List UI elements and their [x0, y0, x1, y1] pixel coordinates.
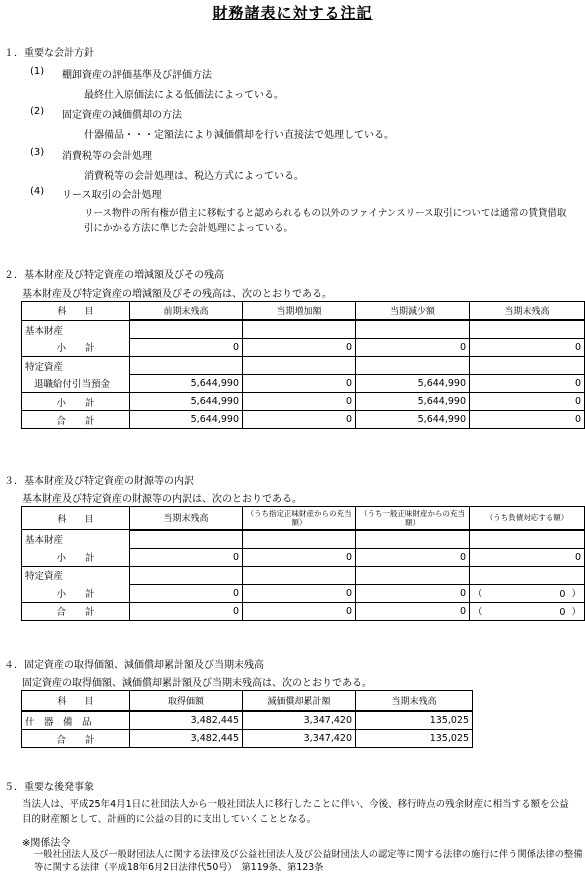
item-3-num: (3) [30, 147, 45, 158]
row-label: 特定資産 [22, 357, 130, 375]
cell-value: 5,644,990 [130, 411, 243, 429]
table-row [22, 602, 585, 620]
col-header: 当期末残高 [130, 507, 243, 530]
table-row [22, 530, 585, 549]
table-row [22, 357, 585, 375]
col-header: 科 目 [22, 691, 130, 712]
col-header: 科 目 [22, 507, 130, 530]
table-row [22, 393, 585, 411]
cell-value: 3,347,420 [243, 711, 356, 730]
cell-value: 0 [130, 548, 243, 566]
section-5-heading: ５．重要な後発事象 [4, 782, 94, 793]
cell-value: 3,482,445 [130, 730, 243, 748]
col-header: 当期末残高 [356, 691, 473, 712]
table-header-row [22, 507, 585, 530]
col-header: 当期末残高 [470, 302, 585, 321]
cell-value: 0 [470, 393, 585, 411]
cell-value: 5,644,990 [130, 393, 243, 411]
row-label: 什 器 備 品 [22, 711, 130, 730]
row-label: 合 計 [22, 411, 130, 429]
row-label: 基本財産 [22, 530, 130, 549]
law-body: 一般社団法人及び一般財団法人に関する法律及び公益社団法人及び公益財団法人の認定等に関する法律の施行に伴う関係法律の整備等に関する法律（平成18年6月2日法律代50号） 第119条、第123条 [34, 849, 583, 873]
cell-value: 0 [243, 375, 356, 393]
table-3 [21, 506, 585, 621]
table-2 [21, 301, 585, 429]
cell-value: 5,644,990 [356, 375, 470, 393]
col-header: 前期末残高 [130, 302, 243, 321]
close-paren: ） [571, 589, 581, 600]
cell-value: 3,347,420 [243, 730, 356, 748]
table-row [22, 566, 585, 584]
open-paren: （ [473, 607, 483, 618]
row-label: 合 計 [22, 730, 130, 748]
table-header-row [22, 691, 473, 712]
item-3-body: 消費税等の会計処理は、税込方式によっている。 [84, 171, 304, 182]
cell-value [470, 584, 585, 602]
table-row [22, 320, 585, 339]
col-header: 当期増加額 [243, 302, 356, 321]
col-header: （うち負債対応する額） [470, 507, 585, 530]
row-label: 小 計 [22, 393, 130, 411]
cell-value: 0 [470, 548, 585, 566]
col-header: （うち指定正味財産からの充当額） [243, 507, 356, 530]
cell-value: 0 [356, 339, 470, 357]
table-row [22, 711, 473, 730]
table-row [22, 584, 585, 602]
item-2-body: 什器備品・・・定額法により減価償却を行い直接法で処理している。 [84, 130, 394, 141]
section-4-intro: 固定資産の取得価額、減価償却累計額及び当期末残高は、次のとおりである。 [22, 678, 372, 689]
cell-value: 0 [130, 339, 243, 357]
section-3-heading: ３．基本財産及び特定資産の財源等の内訳 [4, 476, 194, 487]
row-label: 小 計 [22, 548, 130, 566]
cell-value: 135,025 [356, 711, 473, 730]
cell-value [470, 602, 585, 620]
cell-value: 0 [243, 393, 356, 411]
law-heading: ※関係法令 [22, 838, 71, 849]
cell-value: 0 [130, 584, 243, 602]
cell-value: 0 [243, 602, 356, 620]
cell-value: 5,644,990 [130, 375, 243, 393]
item-3-head: 消費税等の会計処理 [62, 151, 152, 162]
section-5-body: 当法人は、平成25年4月1日に社団法人から一般社団法人に移行したことに伴い、今後、移行時点の残余財産に相当する額を公益目的財産額として、計画的に公益の目的に支出していくこととなる。 [22, 799, 569, 825]
col-header: 取得価額 [130, 691, 243, 712]
cell-value: 0 [559, 589, 566, 600]
cell-value: 0 [356, 584, 470, 602]
item-1-num: (1) [30, 66, 45, 77]
cell-value: 135,025 [356, 730, 473, 748]
cell-value: 0 [243, 339, 356, 357]
row-label: 合 計 [22, 602, 130, 620]
close-paren: ） [571, 607, 581, 618]
row-label: 小 計 [22, 339, 130, 357]
row-label: 特定資産 [22, 566, 130, 584]
table-row [22, 339, 585, 357]
col-header: 当期減少額 [356, 302, 470, 321]
table-row [22, 730, 473, 748]
table-row [22, 548, 585, 566]
row-label: 基本財産 [22, 320, 130, 339]
section-4-heading: ４．固定資産の取得価額、減価償却累計額及び当期末残高 [4, 660, 264, 671]
row-label: 小 計 [22, 584, 130, 602]
section-2-heading: ２．基本財産及び特定資産の増減額及びその残高 [4, 270, 224, 281]
cell-value: 0 [130, 602, 243, 620]
cell-value: 5,644,990 [356, 411, 470, 429]
table-header-row [22, 302, 585, 321]
table-row [22, 375, 585, 393]
open-paren: （ [473, 589, 483, 600]
cell-value: 3,482,445 [130, 711, 243, 730]
row-label: 退職給付引当預金 [22, 375, 130, 393]
cell-value: 5,644,990 [356, 393, 470, 411]
item-2-num: (2) [30, 106, 45, 117]
cell-value: 0 [243, 411, 356, 429]
cell-value: 0 [559, 607, 566, 618]
page-title: 財務諸表に対する注記 [212, 4, 373, 22]
item-1-head: 棚卸資産の評価基準及び評価方法 [62, 70, 212, 81]
item-2-head: 固定資産の減価償却の方法 [62, 110, 182, 121]
table-row [22, 411, 585, 429]
cell-value: 0 [470, 411, 585, 429]
cell-value: 0 [243, 548, 356, 566]
cell-value: 0 [470, 339, 585, 357]
section-2-intro: 基本財産及び特定資産の増減額及びその残高は、次のとおりである。 [22, 289, 332, 300]
cell-value: 0 [470, 375, 585, 393]
col-header: （うち一般正味財産からの充当額） [356, 507, 470, 530]
col-header: 科 目 [22, 302, 130, 321]
item-4-head: リース取引の会計処理 [62, 190, 162, 201]
section-1-heading: １．重要な会計方針 [4, 48, 94, 59]
col-header: 減価償却累計額 [243, 691, 356, 712]
item-4-num: (4) [30, 186, 45, 197]
section-3-intro: 基本財産及び特定資産の財源等の内訳は、次のとおりである。 [22, 494, 302, 505]
cell-value: 0 [356, 602, 470, 620]
cell-value: 0 [356, 548, 470, 566]
item-4-body: リース物件の所有権が借主に移転すると認められるもの以外のファイナンスリース取引については通常の賃貸借取引にかかる方法に準じた会計処理によっている。 [84, 208, 567, 234]
table-4 [21, 690, 473, 748]
item-1-body: 最終仕入原価法による低価法によっている。 [84, 90, 284, 101]
cell-value: 0 [243, 584, 356, 602]
